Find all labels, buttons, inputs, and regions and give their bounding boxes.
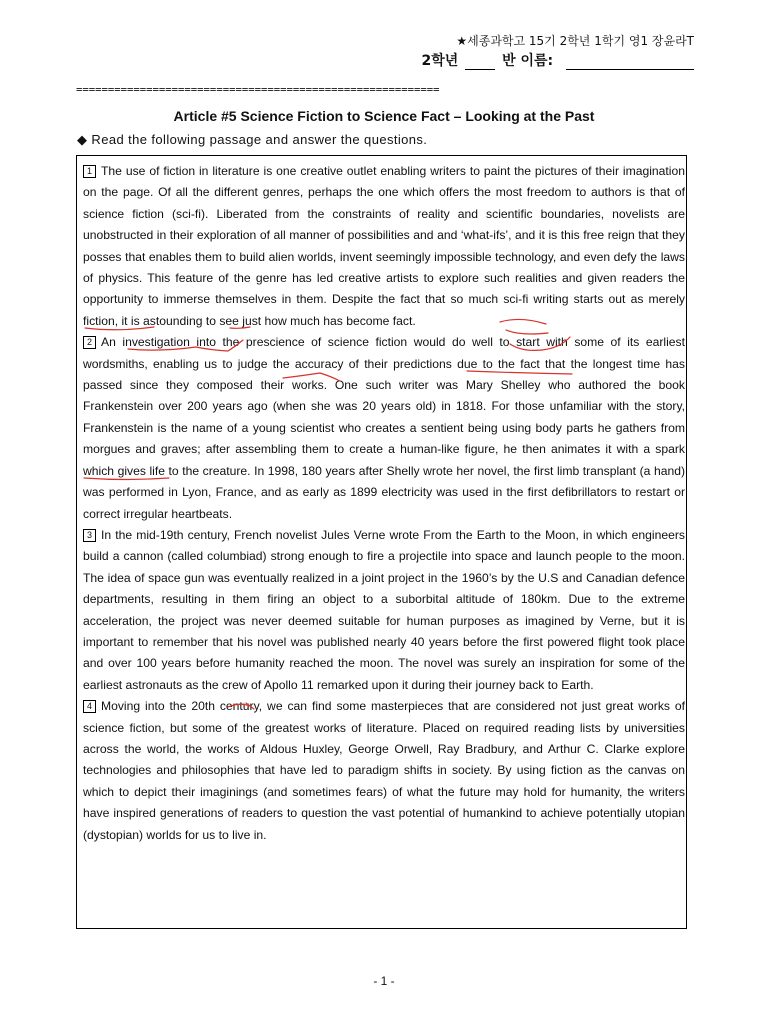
name-line [422, 50, 694, 70]
instruction [77, 132, 427, 148]
class-label: 반 이름: [502, 53, 554, 69]
divider-rule: ========================================================= [76, 84, 440, 96]
paragraph-text: The use of fiction in literature is one creative outlet enabling writers to paint the pictures of their imagination on the page. Of all the different genres, perhaps the one which offers the most freedom to authors is that of science fiction (sci-fi). Liberated from the constraints of reality and scientific boundaries, novelists are unobstructed in their exploration of all manner of possibilities and and ‘what-ifs’, and it is this free reign that they posses that enables them to build alien worlds, invent seemingly impossible technology, and even defy the laws of physics. This feature of the genre has led creative artists to explore such realities and given readers the opportunity to immerse themselves in them. Despite the fact that so much sci-fi writing starts out as merely fiction, it is astounding to see just how much has become fact. [83, 164, 685, 328]
page-number: - 1 - [373, 974, 395, 988]
paragraph-text: In the mid-19th century, French novelist Jules Verne wrote From the Earth to the Moon, in which engineers build a cannon (called columbiad) strong enough to fire a projectile into space and launch people to the moon. The idea of space gun was eventually realized in a joint project in the 1960’s by the U.S and Canadian defence departments, resulting in them firing an object to a suborbital altitude of 180km. Due to the extreme acceleration, the project was never deemed suitable for human purposes as imagined by Verne, but it is important to remember that his novel was published nearly 40 years before the first powered flight took place and over 100 years before humanity reached the moon. The novel was surely an inspiration for some of the earliest astronauts as the crew of Apollo 11 remarked upon it during their journey back to Earth. [83, 527, 685, 692]
paragraph-1 [83, 161, 685, 332]
paragraph-number: 4 [83, 700, 96, 713]
class-blank [465, 57, 495, 70]
grade-label: 2학년 [421, 53, 459, 69]
paragraph-4 [83, 696, 685, 846]
passage [83, 161, 685, 846]
name-blank [566, 57, 694, 70]
source-header: ★세종과학고 15기 2학년 1학기 영1 장윤라T [456, 34, 694, 48]
instruction-text: Read the following passage and answer the questions. [91, 132, 428, 147]
paragraph-2 [83, 332, 685, 525]
paragraph-3 [83, 525, 685, 696]
paragraph-number: 1 [83, 165, 96, 178]
paragraph-text: Moving into the 20th century, we can find some masterpieces that are considered not just great works of science fiction, but some of the greatest works of literature. Placed on required reading lists by universities across the world, the works of Aldous Huxley, George Orwell, Ray Bradbury, and Arthur C. Clarke explore technologies and philosophies that have led to paradigm shifts in society. By using fiction as the canvas on which to depict their imaginings (and sometimes fears) of what the future may hold for humanity, the writers have inspired generations of readers to question the vast potential of humankind to achieve potentially utopian (dystopian) worlds for us to live in. [83, 699, 685, 842]
paragraph-text: An investigation into the prescience of science fiction would do well to start with some of its earliest wordsmiths, enabling us to judge the accuracy of their predictions due to the fact that the longest time has passed since they composed their works. One such writer was Mary Shelley who authored the book Frankenstein over 200 years ago (when she was 20 years old) in 1818. For those unfamiliar with the story, Frankenstein is the name of a young scientist who creates a sentient being using body parts he gathers from morgues and graves; after assembling them to create a human-like figure, he then animates it with a spark which gives life to the creature. In 1998, 180 years after Shelly wrote her novel, the first limb transplant (a hand) was performed in Lyon, France, and as early as 1899 electricity was used in the first defibrillators to restart or correct irregular heartbeats. [83, 335, 685, 521]
article-title: Article #5 Science Fiction to Science Fact – Looking at the Past [173, 108, 595, 124]
paragraph-number: 3 [83, 529, 96, 542]
diamond-bullet-icon: ◆ [77, 132, 88, 147]
paragraph-number: 2 [83, 336, 96, 349]
